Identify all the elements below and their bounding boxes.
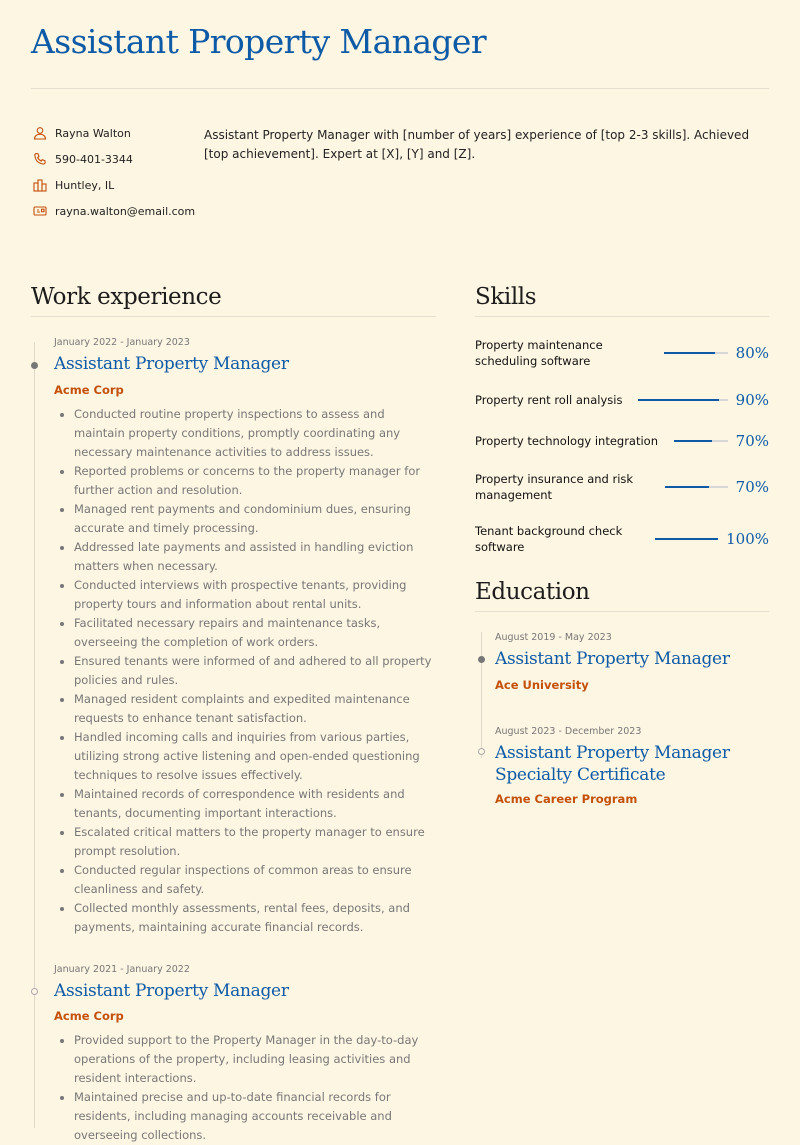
professional-summary: Assistant Property Manager with [number of years] experience of [top 2-3 skills]. Achieved [top achievement]. Expert at [X], [Y] and [Z]. [204,128,750,161]
job-bullet: • Conducted routine property inspections to assess and maintain property conditions, promptly coordinating any necessary maintenance activities to address issues. [74,405,436,462]
skill-bar [655,538,718,540]
skill-name: Property insurance and risk management [475,472,634,502]
job-bullet: • Maintained precise and up-to-date financial records for residents, including managing accounts receivable and overseeing collections. [74,1088,436,1145]
contact-email-text: rayna.walton@email.com [55,204,196,218]
skill-bar [665,486,728,488]
education-school: Ace University [495,678,589,692]
job-bullet: • Maintained records of correspondence with residents and tenants, documenting important interactions. [74,785,436,823]
job-bullet: • Conducted regular inspections of common areas to ensure cleanliness and safety. [74,861,436,899]
job-bullet: • Managed resident complaints and expedited maintenance requests to enhance tenant satisfaction. [74,690,436,728]
skill-row [475,432,769,450]
skill-fill [665,486,709,488]
skill-bar [674,440,728,442]
skill-percent: 70% [735,432,769,450]
education-heading: Education [475,579,590,605]
job-bullet: • Addressed late payments and assisted in handling eviction matters when necessary. [74,538,436,576]
skill-fill [638,399,718,401]
skill-name: Property maintenance scheduling software [475,338,603,368]
contact-name-text: Rayna Walton [55,126,131,140]
skill-fill [664,352,715,354]
education-title: Assistant Property Manager [495,649,730,669]
skill-percent: 80% [735,344,769,362]
education-dates: August 2019 - May 2023 [495,632,612,643]
job-dates: January 2021 - January 2022 [54,964,190,975]
job-title: Assistant Property Manager [54,981,289,1001]
header-divider [31,88,769,89]
phone-icon [33,152,47,166]
skills-divider [475,316,769,317]
skill-name: Property rent roll analysis [475,393,623,407]
skill-row [475,337,769,369]
contact-email [33,204,195,218]
job-bullet: • Conducted interviews with prospective tenants, providing property tours and information about rental units. [74,576,436,614]
skill-percent: 90% [735,391,769,409]
skill-row [475,471,769,503]
skill-bar [664,352,728,354]
contact-phone-text: 590-401-3344 [55,152,133,166]
timeline-dot [478,748,485,755]
resume-title: Assistant Property Manager [31,22,487,61]
skill-bar [638,399,727,401]
skill-percent: 100% [726,530,769,548]
skill-fill [674,440,712,442]
work-divider [31,316,436,317]
skill-row [475,523,769,555]
education-school: Acme Career Program [495,792,638,806]
job-company: Acme Corp [54,1009,124,1023]
education-title: Assistant Property Manager Specialty Certificate [495,743,730,785]
work-experience-heading: Work experience [31,284,222,310]
job-title: Assistant Property Manager [54,354,289,374]
job-bullets [54,405,436,937]
job-bullet: • Provided support to the Property Manager in the day-to-day operations of the property, including leasing activities and resident interactions. [74,1031,436,1088]
job-dates: January 2022 - January 2023 [54,337,190,348]
job-bullet: • Reported problems or concerns to the property manager for further action and resolution. [74,462,436,500]
person-icon [33,126,47,140]
job-bullet: • Escalated critical matters to the property manager to ensure prompt resolution. [74,823,436,861]
skill-name: Tenant background check software [475,524,623,554]
contact-location [33,178,114,192]
timeline-dot [31,988,38,995]
contact-phone [33,152,133,166]
building-icon [33,178,47,192]
contact-location-text: Huntley, IL [55,178,115,192]
job-bullet: • Facilitated necessary repairs and maintenance tasks, overseeing the completion of work orders. [74,614,436,652]
timeline-dot [478,656,485,663]
skill-fill [655,538,718,540]
education-dates: August 2023 - December 2023 [495,726,642,737]
work-timeline-line [34,342,35,1128]
job-company: Acme Corp [54,383,124,397]
education-divider [475,611,769,612]
job-bullet: • Managed rent payments and condominium dues, ensuring accurate and timely processing. [74,500,436,538]
job-bullet: • Ensured tenants were informed of and adhered to all property policies and rules. [74,652,436,690]
skill-name: Property technology integration [475,434,659,448]
education-timeline-line [481,632,482,758]
contact-name [33,126,131,140]
skill-row [475,391,769,409]
timeline-dot [31,362,38,369]
skill-percent: 70% [735,478,769,496]
mail-icon [33,204,47,218]
job-bullet: • Collected monthly assessments, rental fees, deposits, and payments, maintaining accurate financial records. [74,899,436,937]
job-bullet: • Handled incoming calls and inquiries from various parties, utilizing strong active listening and open-ended questioning techniques to resolve issues effectively. [74,728,436,785]
skills-heading: Skills [475,284,537,310]
